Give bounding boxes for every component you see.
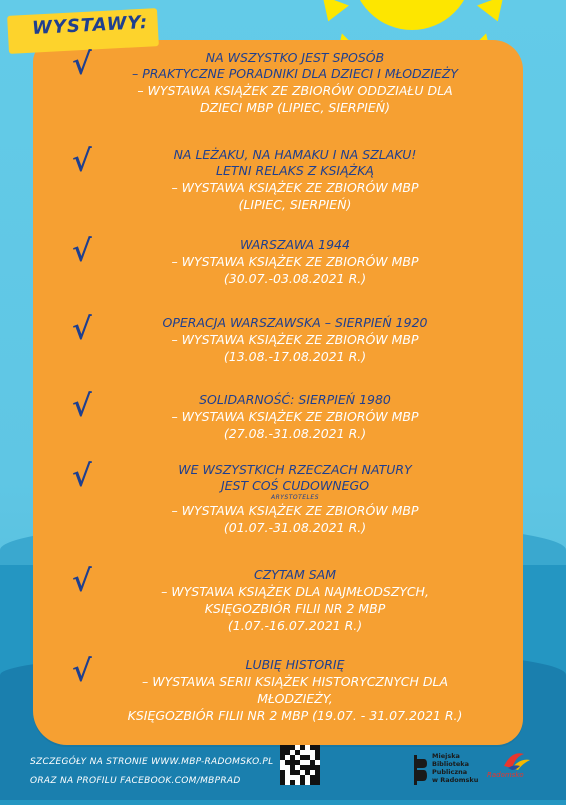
quote-author: ARYSTOTELES [270, 494, 320, 501]
exhibition-content [60, 144, 530, 213]
library-logo-line: Miejska [432, 752, 460, 760]
exhibition-description: DZIECI MBP (LIPIEC, SIERPIEŃ) [200, 100, 390, 115]
exhibition-description: – WYSTAWA KSIĄŻEK ZE ZBIORÓW MBP [171, 409, 419, 424]
exhibition-title: NA WSZYSTKO JEST SPOSÓB [205, 50, 385, 65]
exhibition-content [60, 654, 530, 724]
exhibition-title: JEST COŚ CUDOWNEGO [220, 478, 370, 493]
exhibition-description: KSIĘGOZBIÓR FILII NR 2 MBP [204, 601, 386, 616]
exhibition-description: (13.08.-17.08.2021 R.) [223, 349, 367, 364]
exhibition-description: MŁODZIEŻY, [257, 691, 333, 706]
exhibition-content [60, 459, 530, 536]
library-logo-line: Biblioteka [432, 760, 469, 768]
exhibition-description: (1.07.-16.07.2021 R.) [227, 618, 363, 633]
exhibition-description: KSIĘGOZBIÓR FILII NR 2 MBP (19.07. - 31.07.2021 R.) [127, 708, 463, 723]
exhibition-description: – WYSTAWA KSIĄŻEK ZE ZBIORÓW MBP [171, 254, 419, 269]
footer-website[interactable]: SZCZEGÓŁY NA STRONIE WWW.MBP-RADOMSKO.PL [30, 757, 274, 767]
exhibition-description: – WYSTAWA SERII KSIĄŻEK HISTORYCZNYCH DLA [142, 674, 448, 689]
checkmark-icon: √ [72, 564, 92, 599]
exhibition-description: – WYSTAWA KSIĄŻEK ZE ZBIORÓW MBP [171, 180, 419, 195]
exhibition-description: (30.07.-03.08.2021 R.) [223, 271, 367, 286]
exhibition-content [60, 47, 530, 116]
library-logo-line: Publiczna [432, 768, 468, 776]
exhibition-content [60, 389, 530, 442]
city-logo-icon [490, 748, 540, 786]
checkmark-icon: √ [72, 654, 92, 689]
exhibition-description: (27.08.-31.08.2021 R.) [223, 426, 367, 441]
library-logo-line: w Radomsku [432, 776, 479, 784]
exhibition-description: – WYSTAWA KSIĄŻEK ZE ZBIORÓW ODDZIAŁU DLA [137, 83, 453, 98]
exhibition-content [60, 312, 530, 365]
footer-facebook[interactable]: ORAZ NA PROFILU FACEBOOK.COM/MBPRAD [30, 776, 241, 786]
exhibition-title: LETNI RELAKS Z KSIĄŻKĄ [216, 163, 374, 178]
exhibition-title: WE WSZYSTKICH RZECZACH NATURY [178, 462, 412, 477]
checkmark-icon: √ [72, 389, 92, 424]
city-logo-text: Radomsko [487, 771, 524, 779]
library-logo-icon [412, 755, 428, 785]
exhibition-description: – WYSTAWA KSIĄŻEK ZE ZBIORÓW MBP [171, 503, 419, 518]
page-title: WYSTAWY: [31, 11, 149, 40]
exhibition-title: – PRAKTYCZNE PORADNIKI DLA DZIECI I MŁODZIEŻY [131, 66, 459, 81]
exhibition-description: – WYSTAWA KSIĄŻEK DLA NAJMŁODSZYCH, [161, 584, 429, 599]
exhibition-description: (01.07.-31.08.2021 R.) [223, 520, 367, 535]
checkmark-icon: √ [72, 47, 92, 82]
exhibition-description: – WYSTAWA KSIĄŻEK ZE ZBIORÓW MBP [171, 332, 419, 347]
qr-code[interactable] [280, 745, 320, 785]
checkmark-icon: √ [72, 312, 92, 347]
qr-module [315, 780, 320, 785]
exhibition-content [60, 564, 530, 634]
exhibition-title: WARSZAWA 1944 [240, 237, 350, 252]
exhibition-title: LUBIĘ HISTORIĘ [245, 657, 345, 672]
exhibition-title: CZYTAM SAM [254, 567, 336, 582]
checkmark-icon: √ [72, 459, 92, 494]
exhibition-title: SOLIDARNOŚĆ: SIERPIEŃ 1980 [199, 392, 391, 407]
exhibition-title: OPERACJA WARSZAWSKA – SIERPIEŃ 1920 [162, 315, 428, 330]
checkmark-icon: √ [72, 234, 92, 269]
exhibition-content [60, 234, 530, 287]
library-logo-text [432, 752, 478, 784]
exhibition-description: (LIPIEC, SIERPIEŃ) [238, 197, 352, 212]
checkmark-icon: √ [72, 144, 92, 179]
exhibition-title: NA LEŻAKU, NA HAMAKU I NA SZLAKU! [173, 147, 417, 162]
